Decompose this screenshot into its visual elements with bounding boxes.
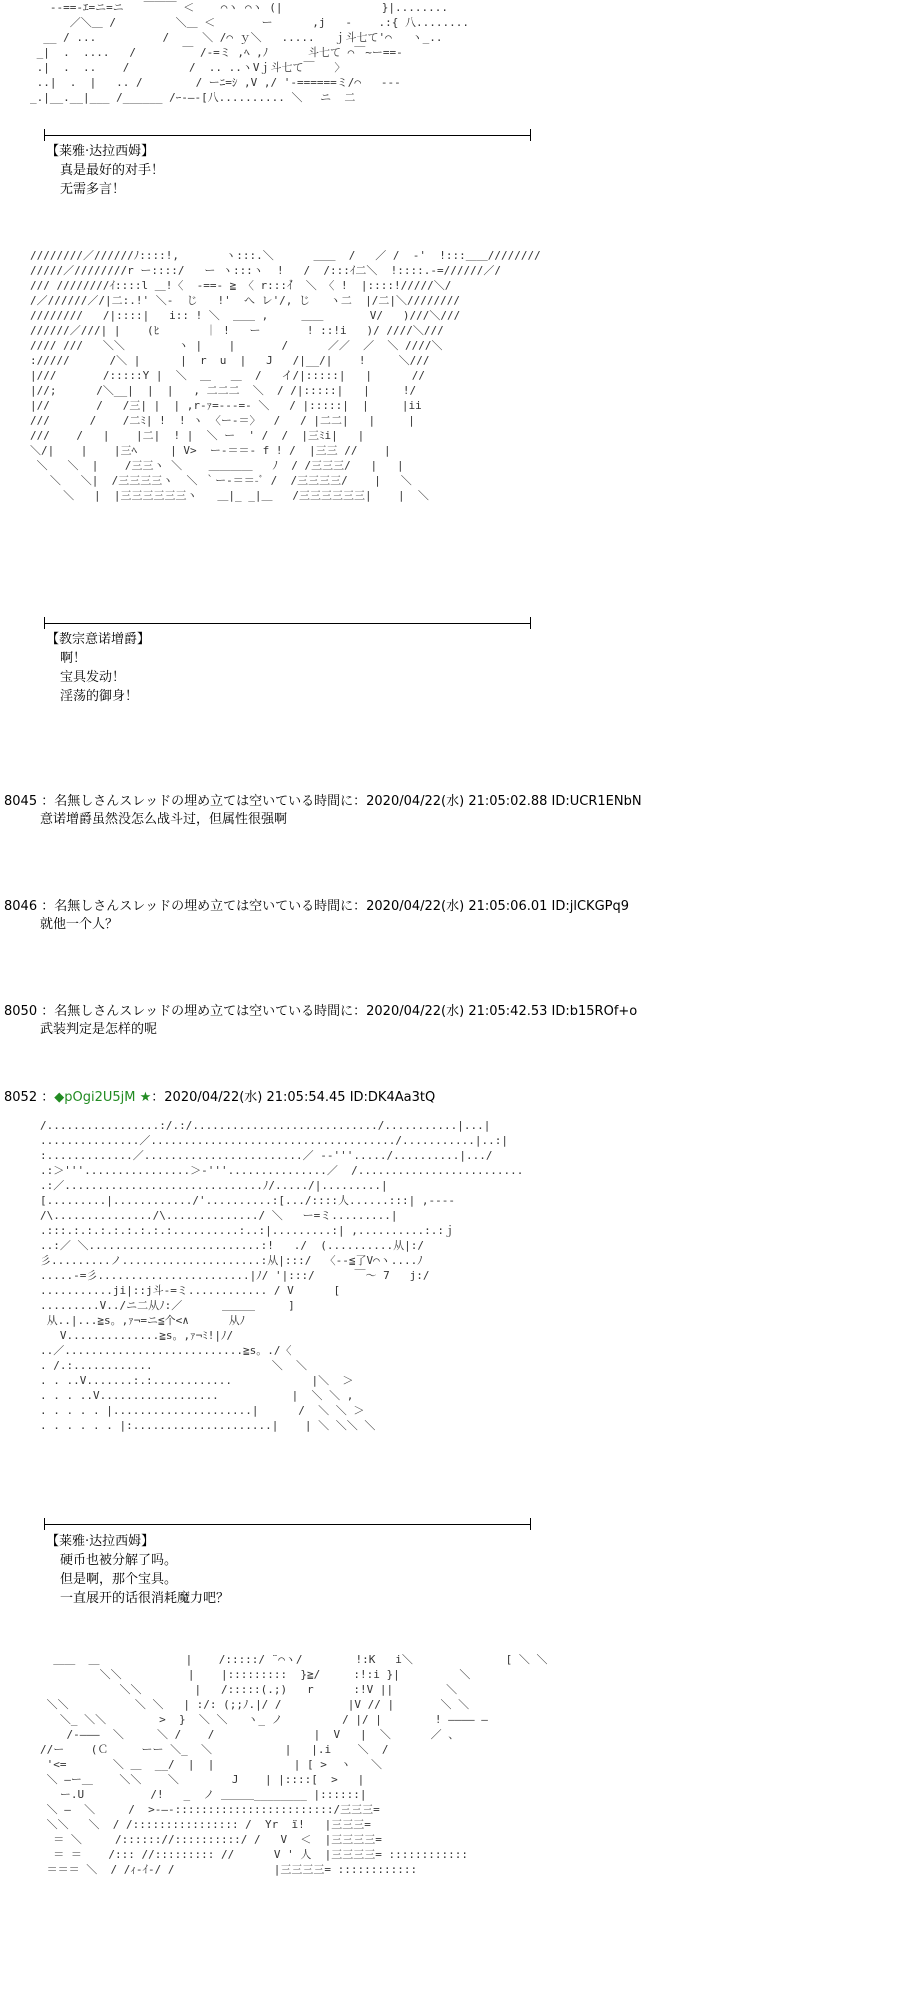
post-body: 武装判定是怎样的呢	[40, 1022, 158, 1037]
post-date: 2020/04/22(水) 21:05:54.45	[164, 1090, 346, 1105]
dialogue-line: 真是最好的对手！	[60, 163, 165, 178]
ascii-art-line: _| . .... / ￣ /-=ミ ,ﾍ ,ﾉ 斗七て ⌒￣~ー==-	[30, 46, 403, 59]
post-number: 8052	[4, 1090, 38, 1105]
ascii-art-line: |//; /＼__| | | , 二二二 ＼ / /|:::::| | !/	[30, 384, 417, 397]
dialogue-line: 啊！	[60, 651, 87, 666]
ascii-art-line: . . ..V.......:.:............ |＼ ＞	[40, 1374, 354, 1387]
ascii-art-line: ＼_ ＼＼ > } ＼ ＼ ヽ_ ノ / |/ | ! ―――― ―	[40, 1713, 488, 1726]
ascii-art-line: [.........|............/'..........:[.../::::人......:::| ,-‐‐-	[40, 1194, 455, 1207]
speaker-name: 【教宗意诺增爵】	[46, 632, 151, 647]
panel-divider	[44, 623, 530, 624]
ascii-art-line: _.|__.__|___ /______ /ｰ-―-[八.......... ＼ ニ 二	[30, 91, 356, 104]
ascii-art-panel	[30, 0, 530, 122]
ascii-art-line: ＝＝＝ ＼ / /ｨ-ｲ-/ / |三三三三= ::::::::::::	[40, 1863, 418, 1876]
dialogue-line: 但是啊，那个宝具。	[60, 1572, 178, 1587]
ascii-art-line: |// / /三| | | ,r-ｧ=-‐-=- ＼ / |:::::| | |ii	[30, 399, 422, 412]
poster-name: 名無しさんスレッドの埋め立ては空いている時間に	[54, 794, 354, 809]
ascii-art-line: ..／...........................≧s。./〈	[40, 1344, 292, 1357]
dialogue-box	[46, 1532, 229, 1608]
post-header: 8050 ：名無しさんスレッドの埋め立ては空いている時間に：2020/04/22(水) 21:05:42.53 ID:b15ROf+o	[4, 1004, 638, 1019]
ascii-art-line: V..............≧s。,ｧ¬ﾐ!|ﾉ/	[40, 1329, 234, 1342]
ascii-art-line: --==-ｴ=ニ=ニ ￣￣￣ ＜ ⌒ヽ ⌒ヽ (| }|........	[30, 1, 449, 14]
ascii-art-panel	[40, 1652, 700, 1998]
ascii-art-line: ////////／//////ﾉ::::!, ヽ:::.＼ ＿＿ / ／ / -' !:::＿＿////////	[30, 249, 541, 262]
dialogue-line: 宝具发动！	[60, 670, 126, 685]
speaker-name: 【莱雅·达拉西姆】	[46, 144, 155, 159]
ascii-art-line: __ / ... / ＼ /⌒ ｙ＼ ..... ｊ斗七て'⌒ ヽ_..	[30, 31, 443, 44]
post-id: ID:jlCKGPq9	[551, 899, 630, 914]
ascii-art-line: ／＼＿ / ＼＿ ＜ ー ,j - .:{ 八........	[30, 16, 469, 29]
ascii-art-line: .:／..............................ﾉ/...../|.........|	[40, 1179, 388, 1192]
ascii-art-line: ＝ ＼ /:::::://::::::::::/ / V ＜ |三三三三=	[40, 1833, 382, 1846]
ascii-art-line: . . . ..V.................. | ＼ ＼ ,	[40, 1389, 354, 1402]
ascii-art-line: ..| . | .. / / ーﾆ=ｼ ,V ,/ '-======ミ/⌒ ---	[30, 76, 401, 89]
ascii-art-line: .:::.:.:.:.:.:.:.:.:..........:..:|.........:| ,..........:.:ｊ	[40, 1224, 455, 1237]
ascii-art-line: .:＞'''................＞‐'''...............／ /.........................	[40, 1164, 524, 1177]
dialogue-line: 无需多言！	[60, 182, 126, 197]
post-header: 8045 ：名無しさんスレッドの埋め立ては空いている時間に：2020/04/22(水) 21:05:02.88 ID:UCR1ENbN	[4, 794, 642, 809]
ascii-art-line: /// / /二ﾐ| ! ! ヽ 〈ー-＝〉 / / |二二| | |	[30, 414, 415, 427]
panel-divider	[44, 135, 530, 136]
ascii-art-line: /／//////／/|二:.!' ＼- じ !' へ レ'/, じ ヽ二 |/二|＼////////	[30, 294, 461, 307]
dialogue-box	[46, 142, 164, 199]
dialogue-line: 一直展开的话很消耗魔力吧？	[60, 1591, 230, 1606]
post-id: ID:DK4Aa3tQ	[349, 1090, 436, 1105]
post-body: 意诺增爵虽然没怎么战斗过，但属性很强啊	[40, 812, 288, 827]
ascii-art-line: /\.............../\............../ ＼ ー=ミ.........|	[40, 1209, 398, 1222]
dialogue-line: 淫荡的御身！	[60, 689, 139, 704]
ascii-art-line: :///// /＼ | | r u | J /|__/| ! ＼///	[30, 354, 430, 367]
post-date: 2020/04/22(水) 21:05:06.01	[366, 899, 548, 914]
divider-tick	[44, 617, 45, 629]
post-body: 就他一个人？	[40, 917, 119, 932]
ascii-art-panel	[30, 248, 680, 610]
ascii-art-line: . . . . . . |:.....................| | ＼ ＼＼ ＼	[40, 1419, 376, 1432]
ascii-art-line: ＼ | |三三三三三三ヽ ＿|_ _|＿ /三三三三三三| | ＼	[30, 489, 429, 502]
poster-trip: ◆pOgi2U5jM ★	[54, 1090, 152, 1105]
dialogue-box	[46, 630, 150, 706]
post-id: ID:UCR1ENbN	[551, 794, 642, 809]
post-header: 8052 ：◆pOgi2U5jM ★：2020/04/22(水) 21:05:54.45 ID:DK4Aa3tQ	[4, 1090, 436, 1105]
ascii-art-line: 从..|...≧s。,ｧ¬=ニ≦个<∧ 从ﾉ	[40, 1314, 246, 1327]
post-id: ID:b15ROf+o	[551, 1004, 638, 1019]
ascii-art-line: /// / | |二| ! | ＼ ー ' / / |三ﾐi| |	[30, 429, 365, 442]
divider-tick	[530, 129, 531, 141]
ascii-art-line: ＼＼ | /:::::(.;) r :!V || ＼	[40, 1683, 458, 1696]
ascii-art-line: ＼ ― ＼ / >‐―-::::::::::::::::::::::::/三三三=	[40, 1803, 380, 1816]
ascii-art-line: '<= ＼ ＿ __/ | | | [ > ヽ ＼	[40, 1758, 383, 1771]
ascii-art-line: ＼/| | |三ﾍ | V> ー-＝＝- f ! / |三三 // |	[30, 444, 391, 457]
ascii-art-line: ..:／ ＼..........................:! ./ (..........从|:/	[40, 1239, 424, 1252]
divider-tick	[44, 129, 45, 141]
ascii-art-line: /.................:/.:/............................/...........|...|	[40, 1119, 491, 1132]
ascii-art-line: ＿＿ ＿ | /:::::/ ¨⌒ヽ/ !:K i＼ [ ＼ ＼	[40, 1653, 548, 1666]
post-number: 8046	[4, 899, 38, 914]
ascii-art-line: ...........ji|::j斗-=ミ............ / V [	[40, 1284, 341, 1297]
ascii-art-line: .........V../ニ二从ﾉ:／ ＿＿＿ ]	[40, 1299, 295, 1312]
post-header: 8046 ：名無しさんスレッドの埋め立ては空いている時間に：2020/04/22(水) 21:05:06.01 ID:jlCKGPq9	[4, 899, 630, 914]
speaker-name: 【莱雅·达拉西姆】	[46, 1534, 155, 1549]
post-number: 8045	[4, 794, 38, 809]
ascii-art-line: ...............／...................................../...........|..:|	[40, 1134, 508, 1147]
ascii-art-line: .| . .. / / .. ..ヽVｊ斗七て￣ 〉	[30, 61, 346, 74]
ascii-art-line: //// /// ＼＼ ヽ | | / ／／ ／ ＼ ////＼	[30, 339, 443, 352]
ascii-art-line: 彡.........ノ.....................:从|:::/ 〈-‐≦了V⌒ヽ....ﾉ	[40, 1254, 423, 1267]
post-number: 8050	[4, 1004, 38, 1019]
ascii-art-line: ー.U /! _ ノ ＿＿＿________ |::::::|	[40, 1788, 367, 1801]
ascii-art-line: //////// /|::::| i:: ! ＼ ＿＿ , ＿＿ V/ )///＼///	[30, 309, 461, 322]
poster-name: 名無しさんスレッドの埋め立ては空いている時間に	[54, 899, 354, 914]
post-date: 2020/04/22(水) 21:05:02.88	[366, 794, 548, 809]
ascii-art-line: .....-=彡.......................|ﾉ/ '|:::/ ￣〜 7 j:/	[40, 1269, 430, 1282]
ascii-art-line: ＝ ＝ /::: //::::::::: // V ' 人 |三三三三= ::::::::::::	[40, 1848, 468, 1861]
divider-tick	[530, 617, 531, 629]
ascii-art-panel	[40, 1118, 524, 1513]
ascii-art-line: :.............／........................／ -‐'''...../..........|.../	[40, 1149, 493, 1162]
ascii-art-line: . . . . . |.....................| / ＼ ＼ ＞	[40, 1404, 365, 1417]
ascii-art-line: //ー (Ｃ ーー ＼_ ＼ | |.i ＼ /	[40, 1743, 389, 1756]
ascii-art-line: ＼ ＼| /三三三三ヽ ＼ ｀ー-＝＝-ﾞ / /三三三三/ | ＼	[30, 474, 412, 487]
ascii-art-line: . /.:............ ＼ ＼	[40, 1359, 308, 1372]
ascii-art-line: ＼ ＼ | /三三ヽ ＼ ＿＿＿＿ ﾉ / /三三三/ | |	[30, 459, 404, 472]
divider-tick	[44, 1518, 45, 1530]
ascii-art-line: ＼ ―ー＿ ＼＼ ＼ J | |::::[ > |	[40, 1773, 365, 1786]
post-date: 2020/04/22(水) 21:05:42.53	[366, 1004, 548, 1019]
ascii-art-line: ＼＼ ＼ ＼ | :/: (;;ﾉ.|/ / |V // | ＼ ＼	[40, 1698, 470, 1711]
ascii-art-line: |/// /:::::Y | ＼ ＿ ＿ / イ/|:::::| | //	[30, 369, 425, 382]
ascii-art-line: /////／////////r ー::::/ ー ヽ:::ヽ ! / /:::ｲ二＼ !::::.-=//////／/	[30, 264, 501, 277]
divider-tick	[530, 1518, 531, 1530]
panel-divider	[44, 1524, 530, 1525]
poster-name: 名無しさんスレッドの埋め立ては空いている時間に	[54, 1004, 354, 1019]
ascii-art-line: //////／///| | (ﾋ ｜ ! ー ! ::!i )/ ////＼///	[30, 324, 444, 337]
ascii-art-line: /‐――― ＼ ＼ / / | V | ＼ ／ 、	[40, 1728, 460, 1741]
ascii-art-line: /// ////////ｲ::::l ＿!〈 -==- ≧ 〈 r:::ｲ゙ ＼ 〈 ! |::::!/////＼/	[30, 279, 452, 292]
ascii-art-line: ＼＼ | |::::::::: }≧/ :!:i }| ＼	[40, 1668, 471, 1681]
ascii-art-line: ＼＼ ＼ / /:::::::::::::::: / Yr ï! |三三三=	[40, 1818, 371, 1831]
dialogue-line: 硬币也被分解了吗。	[60, 1553, 178, 1568]
